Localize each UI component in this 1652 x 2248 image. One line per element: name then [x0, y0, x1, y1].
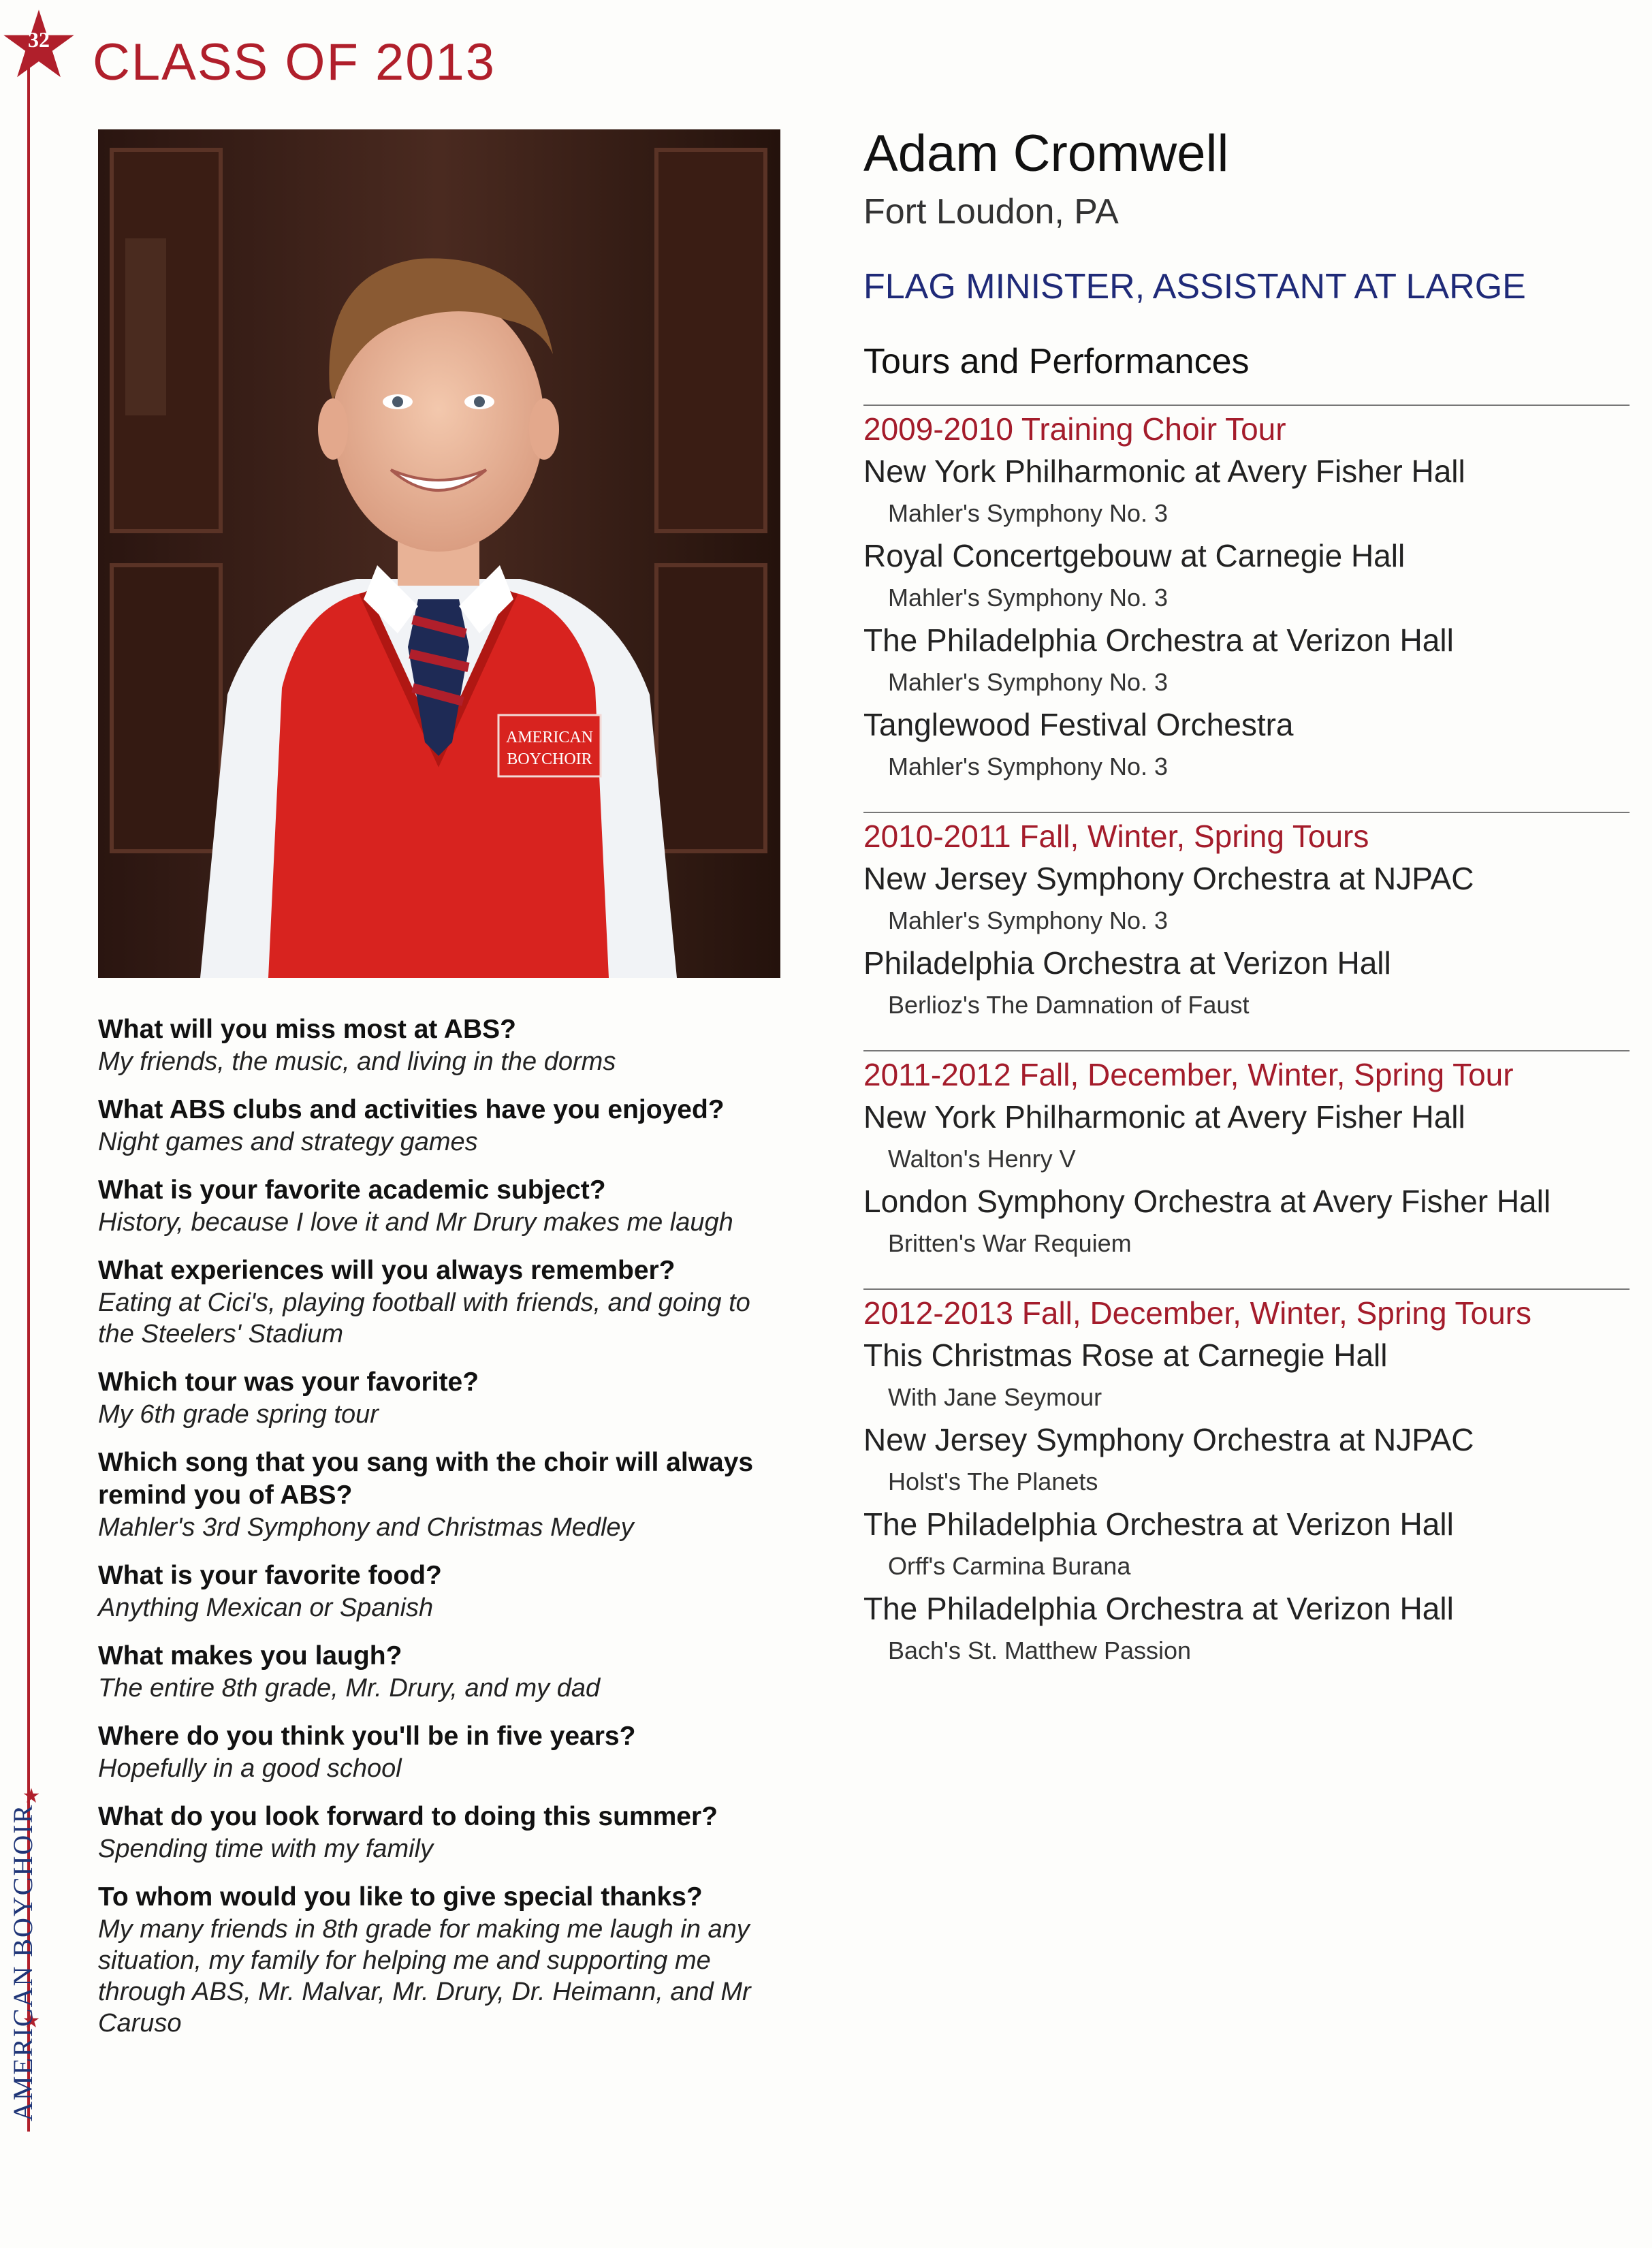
performance-venue: New York Philharmonic at Avery Fisher Hall: [863, 454, 1465, 489]
tours-title: Tours and Performances: [863, 342, 1250, 381]
question: What will you miss most at ABS?: [98, 1015, 516, 1044]
answer: History, because I love it and Mr Drury makes me laugh: [98, 1208, 733, 1237]
hometown: Fort Loudon, PA: [863, 192, 1119, 232]
question: To whom would you like to give special thanks?: [98, 1882, 703, 1912]
performance-piece: Mahler's Symphony No. 3: [888, 668, 1169, 696]
tour-block: [863, 1288, 1630, 1671]
answer: Anything Mexican or Spanish: [98, 1594, 434, 1622]
crest-line-1: AMERICAN: [505, 729, 594, 746]
qa-section: [98, 1013, 793, 2055]
qa-item: [98, 1560, 793, 1624]
question: Which tour was your favorite?: [98, 1367, 479, 1397]
performance-venue: Royal Concertgebouw at Carnegie Hall: [863, 538, 1405, 573]
question: What makes you laugh?: [98, 1641, 402, 1671]
qa-item: [98, 1013, 793, 1077]
performance-piece: Orff's Carmina Burana: [888, 1552, 1131, 1580]
performance-venue: New York Philharmonic at Avery Fisher Hall: [863, 1099, 1465, 1135]
performance-venue: Philadelphia Orchestra at Verizon Hall: [863, 945, 1391, 981]
page-title: CLASS OF 2013: [93, 33, 496, 91]
answer: My many friends in 8th grade for making me laugh in any situation, my family for helping me and supporting me through ABS, Mr. Malvar, Mr. Drury, Dr. Heimann, and Mr Caruso: [98, 1915, 751, 2038]
answer: Mahler's 3rd Symphony and Christmas Medley: [98, 1513, 634, 1542]
performance-venue: Tanglewood Festival Orchestra: [863, 707, 1294, 742]
performance-piece: With Jane Seymour: [888, 1383, 1102, 1411]
portrait-photo: [98, 129, 780, 978]
question: What is your favorite academic subject?: [98, 1175, 606, 1205]
profile-column: [863, 123, 1630, 1671]
qa-item: [98, 1174, 793, 1238]
tour-block: [863, 405, 1630, 787]
performance-venue: The Philadelphia Orchestra at Verizon Hall: [863, 1506, 1454, 1542]
performance-venue: New Jersey Symphony Orchestra at NJPAC: [863, 1422, 1474, 1457]
tour-heading: 2010-2011 Fall, Winter, Spring Tours: [863, 819, 1369, 854]
answer: The entire 8th grade, Mr. Drury, and my dad: [98, 1674, 601, 1703]
performance-piece: Walton's Henry V: [888, 1145, 1076, 1173]
qa-item: [98, 1366, 793, 1430]
student-role: FLAG MINISTER, ASSISTANT AT LARGE: [863, 267, 1526, 306]
performance-venue: New Jersey Symphony Orchestra at NJPAC: [863, 861, 1474, 896]
qa-item: [98, 1881, 793, 2039]
page-number: 32: [28, 27, 50, 52]
question: Which song that you sang with the choir will always remind you of ABS?: [98, 1448, 754, 1510]
qa-item: [98, 1640, 793, 1704]
qa-item: [98, 1801, 793, 1865]
tour-block: [863, 1050, 1630, 1264]
qa-item: [98, 1094, 793, 1158]
answer: My friends, the music, and living in the dorms: [98, 1047, 616, 1076]
qa-item: [98, 1446, 793, 1543]
question: What experiences will you always remember?: [98, 1256, 676, 1285]
performance-piece: Mahler's Symphony No. 3: [888, 584, 1169, 612]
performance-venue: This Christmas Rose at Carnegie Hall: [863, 1337, 1388, 1373]
tour-heading: 2011-2012 Fall, December, Winter, Spring Tour: [863, 1057, 1514, 1092]
performance-piece: Mahler's Symphony No. 3: [888, 906, 1169, 934]
brand-vertical: AMERICAN BOYCHOIR: [7, 1803, 38, 2121]
answer: Spending time with my family: [98, 1835, 434, 1863]
answer: Night games and strategy games: [98, 1128, 478, 1156]
tour-block: [863, 812, 1630, 1026]
performance-venue: The Philadelphia Orchestra at Verizon Hall: [863, 1591, 1454, 1626]
performance-piece: Bach's St. Matthew Passion: [888, 1636, 1192, 1664]
qa-item: [98, 1720, 793, 1784]
tour-heading: 2009-2010 Training Choir Tour: [863, 411, 1286, 447]
answer: Eating at Cici's, playing football with friends, and going to the Steelers' Stadium: [98, 1288, 750, 1348]
question: What ABS clubs and activities have you enjoyed?: [98, 1095, 725, 1124]
answer: My 6th grade spring tour: [98, 1400, 379, 1429]
performance-piece: Mahler's Symphony No. 3: [888, 499, 1169, 527]
performance-venue: The Philadelphia Orchestra at Verizon Hall: [863, 622, 1454, 658]
qa-item: [98, 1254, 793, 1350]
performance-venue: London Symphony Orchestra at Avery Fisher Hall: [863, 1184, 1551, 1219]
performance-piece: Mahler's Symphony No. 3: [888, 753, 1169, 780]
question: Where do you think you'll be in five years?: [98, 1722, 636, 1751]
student-name: Adam Cromwell: [863, 125, 1229, 183]
question: What is your favorite food?: [98, 1561, 442, 1590]
performance-piece: Holst's The Planets: [888, 1468, 1098, 1495]
performance-piece: Berlioz's The Damnation of Faust: [888, 991, 1250, 1019]
answer: Hopefully in a good school: [98, 1754, 402, 1783]
crest-line-2: BOYCHOIR: [507, 750, 592, 768]
tour-heading: 2012-2013 Fall, December, Winter, Spring Tours: [863, 1295, 1531, 1331]
question: What do you look forward to doing this summer?: [98, 1802, 718, 1831]
performance-piece: Britten's War Requiem: [888, 1229, 1132, 1257]
